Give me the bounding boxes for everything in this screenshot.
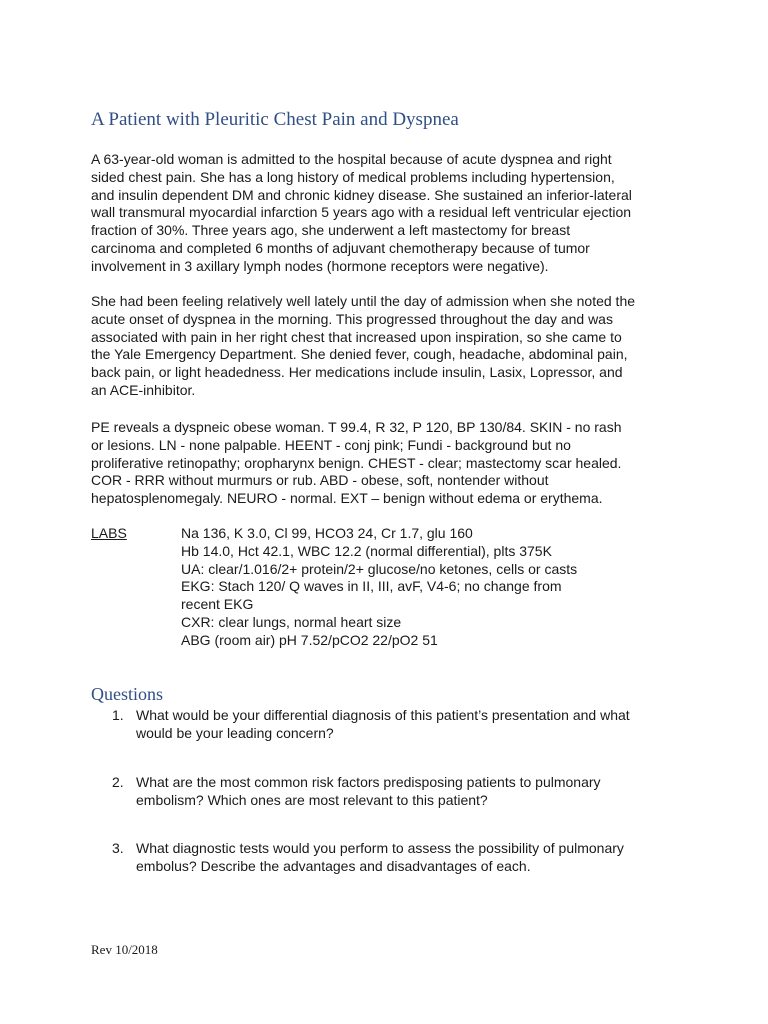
- history-paragraph: [91, 151, 691, 276]
- lab-line: ABG (room air) pH 7.52/pCO2 22/pO2 51: [181, 631, 438, 648]
- question-line: would be your leading concern?: [136, 724, 334, 741]
- paragraph-line: proliferative retinopathy; oropharynx benign. CHEST - clear; mastectomy scar healed.: [91, 454, 622, 471]
- paragraph-line: sided chest pain. She has a long history of medical problems including hypertension,: [91, 168, 615, 185]
- lab-line: EKG: Stach 120/ Q waves in II, III, avF, V4-6; no change from: [181, 578, 562, 595]
- paragraph-line: COR - RRR without murmurs or rub. ABD - obese, soft, nontender without: [91, 472, 549, 489]
- presentation-paragraph: [91, 293, 691, 400]
- paragraph-line: back pain, or light headedness. Her medications include insulin, Lasix, Lopressor, and: [91, 364, 623, 381]
- question-line: What are the most common risk factors predisposing patients to pulmonary: [136, 774, 601, 790]
- paragraph-line: carcinoma and completed 6 months of adjuvant chemotherapy because of tumor: [91, 239, 590, 256]
- paragraph-line: an ACE-inhibitor.: [91, 381, 196, 398]
- paragraph-line: She had been feeling relatively well lately until the day of admission when she noted the: [91, 293, 636, 309]
- question-line: What would be your differential diagnosis of this patient’s presentation and what: [136, 707, 630, 723]
- question-number: 1.: [112, 707, 124, 723]
- paragraph-line: the Yale Emergency Department. She denied fever, cough, headache, abdominal pain,: [91, 346, 628, 363]
- paragraph-line: PE reveals a dyspneic obese woman. T 99.4, R 32, P 120, BP 130/84. SKIN - no rash: [91, 419, 622, 435]
- question-text: [136, 774, 696, 810]
- revision-footer: Rev 10/2018: [91, 942, 158, 957]
- question-line: embolus? Describe the advantages and disadvantages of each.: [136, 857, 531, 874]
- questions-heading: Questions: [91, 684, 163, 704]
- document-title: A Patient with Pleuritic Chest Pain and Dyspnea: [91, 109, 459, 130]
- question-line: What diagnostic tests would you perform to assess the possibility of pulmonary: [136, 840, 624, 856]
- lab-line: UA: clear/1.016/2+ protein/2+ glucose/no ketones, cells or casts: [181, 560, 578, 577]
- labs-label: LABS: [91, 525, 127, 541]
- lab-line: CXR: clear lungs, normal heart size: [181, 613, 402, 630]
- paragraph-line: hepatosplenomegaly. NEURO - normal. EXT – benign without edema or erythema.: [91, 490, 603, 507]
- lab-line: recent EKG: [181, 596, 254, 613]
- question-text: [136, 707, 696, 743]
- question-line: embolism? Which ones are most relevant to this patient?: [136, 791, 488, 808]
- lab-line: Na 136, K 3.0, Cl 99, HCO3 24, Cr 1.7, glu 160: [181, 525, 473, 541]
- physical-exam-paragraph: [91, 419, 691, 508]
- paragraph-line: associated with pain in her right chest that increased upon inspiration, so she came to: [91, 328, 622, 345]
- lab-line: Hb 14.0, Hct 42.1, WBC 12.2 (normal differential), plts 375K: [181, 542, 552, 559]
- paragraph-line: wall transmural myocardial infarction 5 years ago with a residual left ventricular ejection: [91, 204, 632, 221]
- paragraph-line: or lesions. LN - none palpable. HEENT - conj pink; Fundi - background but no: [91, 436, 571, 453]
- question-text: [136, 840, 696, 876]
- question-number: 3.: [112, 840, 124, 856]
- paragraph-line: acute onset of dyspnea in the morning. This progressed throughout the day and was: [91, 310, 613, 327]
- paragraph-line: A 63-year-old woman is admitted to the hospital because of acute dyspnea and right: [91, 151, 612, 167]
- question-number: 2.: [112, 774, 124, 790]
- paragraph-line: involvement in 3 axillary lymph nodes (hormone receptors were negative).: [91, 257, 549, 274]
- paragraph-line: fraction of 30%. Three years ago, she underwent a left mastectomy for breast: [91, 222, 571, 239]
- paragraph-line: and insulin dependent DM and chronic kidney disease. She sustained an inferior-lateral: [91, 186, 632, 203]
- labs-list: [181, 525, 701, 650]
